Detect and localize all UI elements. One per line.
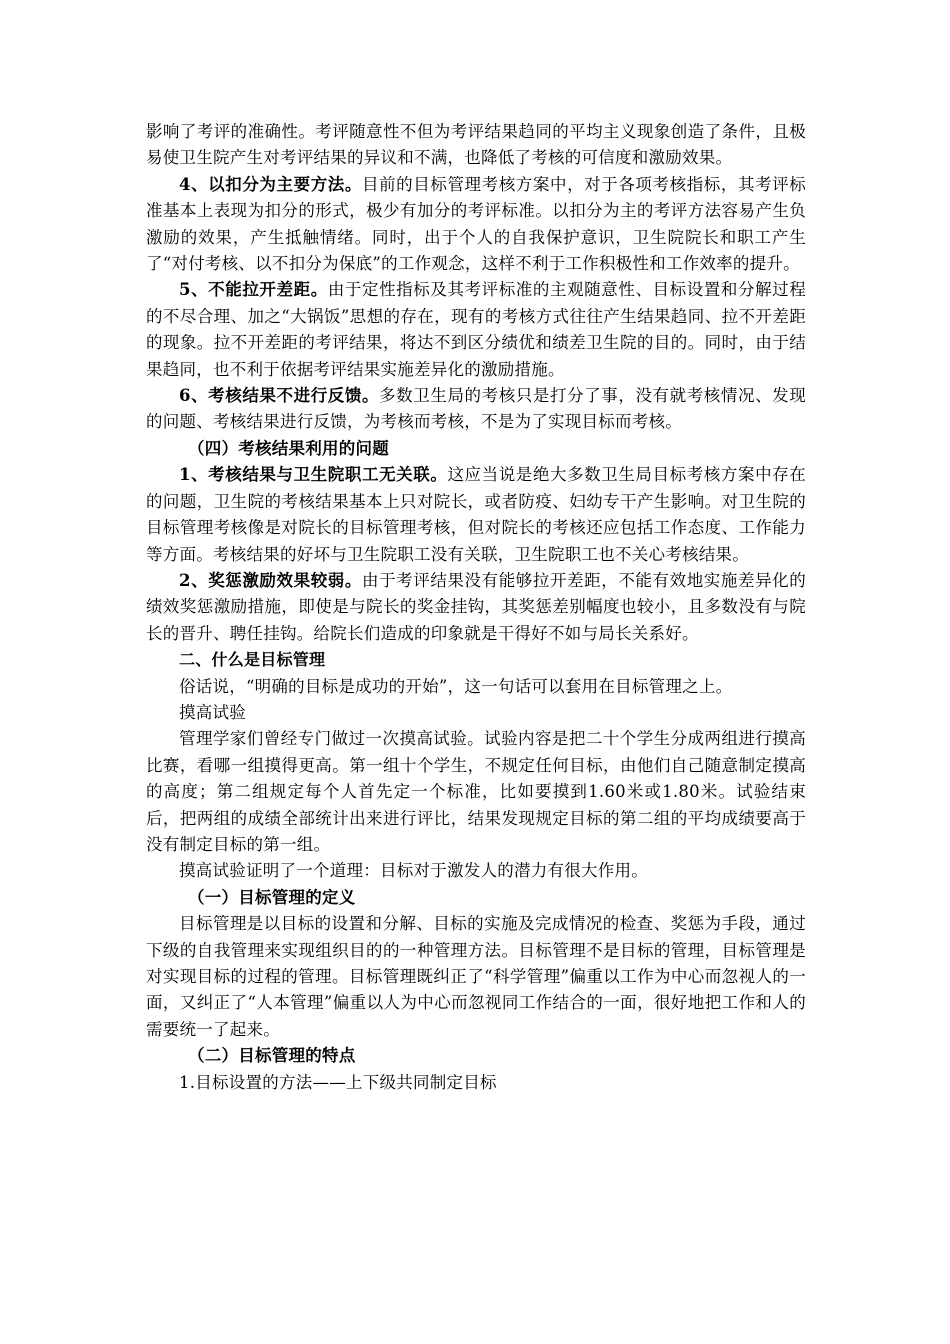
paragraph-saying: 俗话说，“明确的目标是成功的开始”，这一句话可以套用在目标管理之上。 [179,676,733,696]
paragraph-lead: 2、奖惩激励效果较弱。 [179,570,362,590]
paragraph-lead: 4、以扣分为主要方法。 [179,174,362,194]
paragraph-staff-unrelated: 1、考核结果与卫生院职工无关联。这应当说是绝大多数卫生局目标考核方案中存在的问题，卫生院的考核结果基本上只对院长，或者防疫、妇幼专干产生影响。对卫生院的目标管理考核像是对院长的目标管理考核，但对院长的考核还应包括工作态度、工作能力等方面。考核结果的好坏与卫生院职工没有关联，卫生院职工也不关心考核结果。 [146,465,807,564]
paragraph-evaluation-randomness: 影响了考评的准确性。考评随意性不但为考评结果趋同的平均主义现象创造了条件，且极易使卫生院产生对考评结果的异议和不满，也降低了考核的可信度和激励效果。 [146,122,806,168]
paragraph-feature-1: 1.目标设置的方法——上下级共同制定目标 [179,1072,497,1092]
paragraph-experiment: 管理学家们曾经专门做过一次摸高试验。试验内容是把二十个学生分成两组进行摸高比赛，看哪一组摸得更高。第一组十个学生，不规定任何目标，由他们自己随意制定摸高的高度；第二组规定每个人首先定一个标准，比如要摸到1.60米或1.80米。试验结束后，把两组的成绩全部统计出来进行评比，结果发现规定目标的第二组的平均成绩要高于没有制定目标的第一组。 [146,729,806,854]
section-heading-mbo: 二、什么是目标管理 [179,650,326,670]
paragraph-no-gap: 5、不能拉开差距。由于定性指标及其考评标准的主观随意性、目标设置和分解过程的不尽合理、加之“大锅饭”思想的存在，现有的考核方式往往产生结果趋同、拉不开差距的现象。拉不开差距的考评结果，将达不到区分绩优和绩差卫生院的目的。同时，由于结果趋同，也不利于依据考评结果实施差异化的激励措施。 [146,280,807,379]
heading-definition: （一）目标管理的定义 [188,887,356,907]
paragraph-deduction-method: 4、以扣分为主要方法。目前的目标管理考核方案中，对于各项考核指标，其考评标准基本上表现为扣分的形式，极少有加分的考评标准。以扣分为主的考评方法容易产生负激励的效果，产生抵触情绪。同时，出于个人的自我保护意识，卫生院院长和职工产生了“对付考核、以不扣分为保底”的工作观念，这样不利于工作积极性和工作效率的提升。 [146,174,807,274]
paragraph-lead: 1、考核结果与卫生院职工无关联。 [179,465,448,485]
paragraph-experiment-conclusion: 摸高试验证明了一个道理：目标对于激发人的潜力有很大作用。 [179,861,648,881]
paragraph-lead: 5、不能拉开差距。 [179,280,328,300]
paragraph-definition: 目标管理是以目标的设置和分解、目标的实施及完成情况的检查、奖惩为手段，通过下级的自我管理来实现组织目的的一种管理方法。目标管理不是目标的管理，目标管理是对实现目标的过程的管理。目标管理既纠正了“科学管理”偏重以工作为中心而忽视人的一面，又纠正了“人本管理”偏重以人为中心而忽视同工作结合的一面，很好地把工作和人的需要统一了起来。 [146,914,806,1039]
heading-result-usage: （四）考核结果利用的问题 [188,438,389,458]
document-page [146,119,806,1096]
paragraph-weak-incentive: 2、奖惩激励效果较弱。由于考评结果没有能够拉开差距，不能有效地实施差异化的绩效奖惩激励措施，即使是与院长的奖金挂钩，其奖惩差别幅度也较小，且多数没有与院长的晋升、聘任挂钩。给院长们造成的印象就是干得好不如与局长关系好。 [146,570,807,643]
paragraph-no-feedback: 6、考核结果不进行反馈。多数卫生局的考核只是打分了事，没有就考核情况、发现的问题、考核结果进行反馈，为考核而考核，不是为了实现目标而考核。 [146,386,807,432]
paragraph-lead: 6、考核结果不进行反馈。 [179,386,380,406]
paragraph-experiment-title: 摸高试验 [179,702,246,722]
heading-features: （二）目标管理的特点 [188,1046,356,1066]
